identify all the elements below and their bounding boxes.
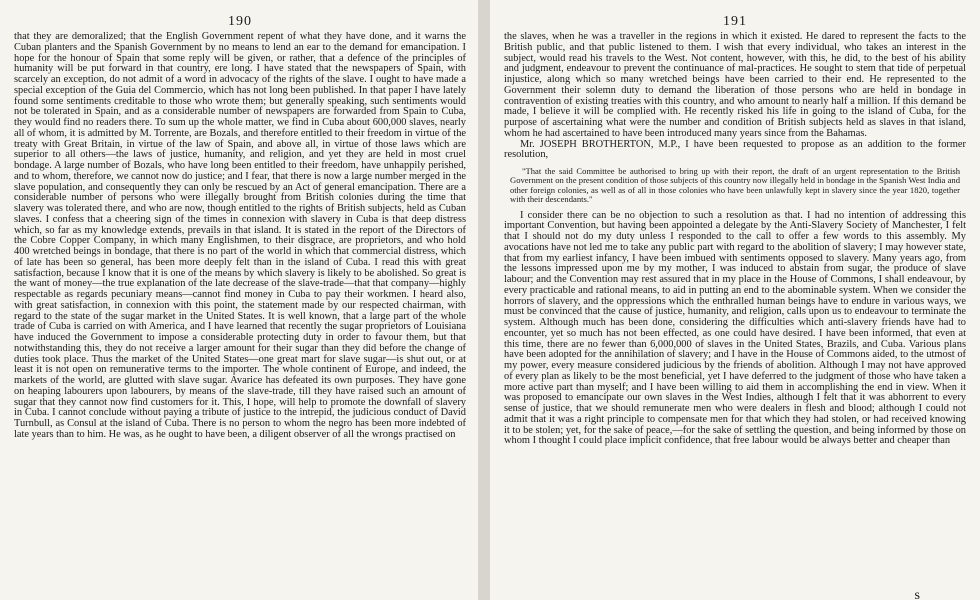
- book-gutter: [478, 0, 490, 600]
- resolution-quote: "That the said Committee be authorised to bring up with their report, the draft of an urgent representation to the British Government on the present condition of those subjects of this country now illegally held in bondage in the Spanish West India and other foreign colonies, as well as of all in those colonies who have been unlawfully kept in slavery since the year 1820, together with their descendants.": [510, 166, 960, 205]
- speaker-name: Mr. JOSEPH BROTHERTON, M.P.,: [520, 138, 681, 150]
- speaker-text: I have been requested to propose as an addition to the former resolution,: [504, 138, 967, 161]
- page-number-right: 191: [723, 14, 747, 29]
- page-number-left: 190: [228, 14, 252, 29]
- left-page-text: that they are demoralized; that the English Government repent of what they have done, and it warns the Cuban planters and the Spanish Government by no means to lend an ear to the demand for emancipation. I hope for the honour of Spain that some reply will be given, or rather, that a defence of the principles of humanity will be put forward in that country, ere long. I have stated that the newspapers of Spain, with scarcely an exception, do not admit of a word in advocacy of the rights of the slave. I ought to have made a special exception of the Guia del Commercio, which has not long been published. In that paper I have lately found some sentiments creditable to those who wrote them; but generally speaking, such sentiments would not be tolerated in Spain, and as a considerable number of newspapers are forwarded from Spain to Cuba, they would find no readers there. To sum up the whole matter, we find in Cuba about 600,000 slaves, nearly all of whom, it is admitted by M. Torrente, are Bozals, and therefore entitled to their freedom in virtue of the treaty with Great Britain, in virtue of the law of Spain, and above all, in virtue of those laws which are superior to all others—the laws of justice, humanity, and religion, and yet they are held in most cruel bondage. A large number of Bozals, who have long been entitled to their freedom, have unhappily perished, and to whom, therefore, we cannot now do justice; and I fear, that there is now a large number merged in the slave population, and consequently they can only be rescued by an Act of general emancipation. There are a considerable number of persons who were illegally brought from British colonies during the time that slavery was tolerated there, and who are now, though entitled to the rights of British subjects, held as Cuban slaves. I confess that a cheering sign of the times in connexion with slavery in Cuba is that deep distress which, so far as my knowledge extends, prevails in that island. It is stated in the report of the Directors of the Cobre Copper Company, in which many Englishmen, to their disgrace, are proprietors, and who hold 400 wretched beings in bondage, that there is no part of the world in which that commercial distress, which of late has been so general, has been more deeply felt than in the island of Cuba. I read this with great satisfaction, because I know that it is one of the means by which slavery is likely to be abolished. So great is the want of money—the true explanation of the late decrease of the slave-trade—that that company—highly respectable as regards pecuniary means—cannot find money in Cuba to pay their workmen. I heard also, with great satisfaction, in connexion with this point, the statement made by our respected chairman, with regard to the state of the sugar market in the United States. It is well known, that a large part of the whole trade of Cuba is carried on with America, and I have learned that recently the sugar proprietors of Louisiana have induced the Government to impose a considerable protecting duty in order to favour them, but that notwithstanding this, they do not receive a larger amount for their sugar than they did before the change of duties took place. Thus the market of the United States—one great mart for slave sugar—is shut out, or at least it is not open on remunerative terms to the importer. The whole continent of Europe, and indeed, the markets of the world, are glutted with slave sugar. Avarice has defeated its own purposes. They have gone on heaping labourers upon labourers, by means of the slave-trade, till they have raised such an amount of sugar that they cannot now find customers for it. This, I hope, will help to promote the downfall of slavery in Cuba. I cannot conclude without paying a tribute of justice to the intrepid, the judicious conduct of David Turnbull, as Consul at the island of Cuba. There is no person to whom the negro has been more indebted of late years than to him. He was, as he ought to have been, a diligent observer of all the wrongs practised on: [14, 31, 466, 440]
- right-page-intro: the slaves, when he was a traveller in the regions in which it existed. He dared to represent the facts to the British public, and that public listened to them. I wish that every individual, who takes an interest in the subject, would read his travels to the West. Not content, however, with this, he did, to the best of his ability and judgment, endeavour to prevent the continuance of mal-practices. He sought to stem that tide of perpetual injustice, along which so many wretched beings have been carried to their end. He represented to the Government their solemn duty to demand the liberation of those persons who are held in bondage in contravention of existing treaties with this country, and who amount to nearly half a million. If this demand be made, I believe it will be complied with. He recently risked his life in going to the island of Cuba, for the purpose of ascertaining what were the number and condition of British subjects held as slaves in that island, whom he had ascertained to have been introduced many years since from the Bahamas.: [504, 31, 966, 139]
- right-page-body: I consider there can be no objection to such a resolution as that. I had no intention of addressing this important Convention, but having been appointed a delegate by the Anti-Slavery Society of Manchester, I felt that I should not do my duty unless I responded to the call to offer a few words to this assembly. My avocations have not led me to take any public part with regard to the abolition of slavery; I may however state, that from my earliest infancy, I have been imbued with sentiments opposed to slavery. Many years ago, from the lessons impressed upon me by my mother, I was induced to abstain from sugar, the produce of slave labour; and the Convention may rest assured that in my place in the House of Commons, I shall endeavour, by every practicable and rational means, to aid in putting an end to the abominable system. When we consider the horrors of slavery, and the oppressions which the enthralled human beings have to endure in various ways, we must be convinced that the cause of justice, humanity, and religion, calls upon us to endeavour to terminate the system. Although much has been done, considering the difficulties which anti-slavery friends have had to encounter, yet so much has not been effected, as one could have desired. I have been informed, that even at this time, there are no fewer than 6,000,000 of slaves in the United States, Brazils, and Cuba. Various plans have been adopted for the annihilation of slavery; and I have in the House of Commons aided, to the utmost of my power, every measure considered judicious by the friends of abolition. Although I may not have approved of every plan as likely to be the most beneficial, yet I have deferred to the judgment of those who have taken a more active part than myself; and I have been willing to aid them in accomplishing the end in view. When it was proposed to emancipate our own slaves in the West Indies, although I felt that it was abhorrent to every sense of justice, that we should remunerate men who were dealers in flesh and blood; although I could not admit that it was a right principle to compensate men for that which they had stolen, or had received knowing it to be stolen; yet, for the sake of peace,—for the sake of settling the question, and being informed by those on whom I thought I could place implicit confidence, that free labour would be always better and cheaper than: [504, 209, 966, 447]
- signature-mark: s: [914, 588, 920, 600]
- right-page: [490, 0, 980, 600]
- speaker-paragraph: [504, 140, 966, 162]
- left-page: [0, 0, 478, 600]
